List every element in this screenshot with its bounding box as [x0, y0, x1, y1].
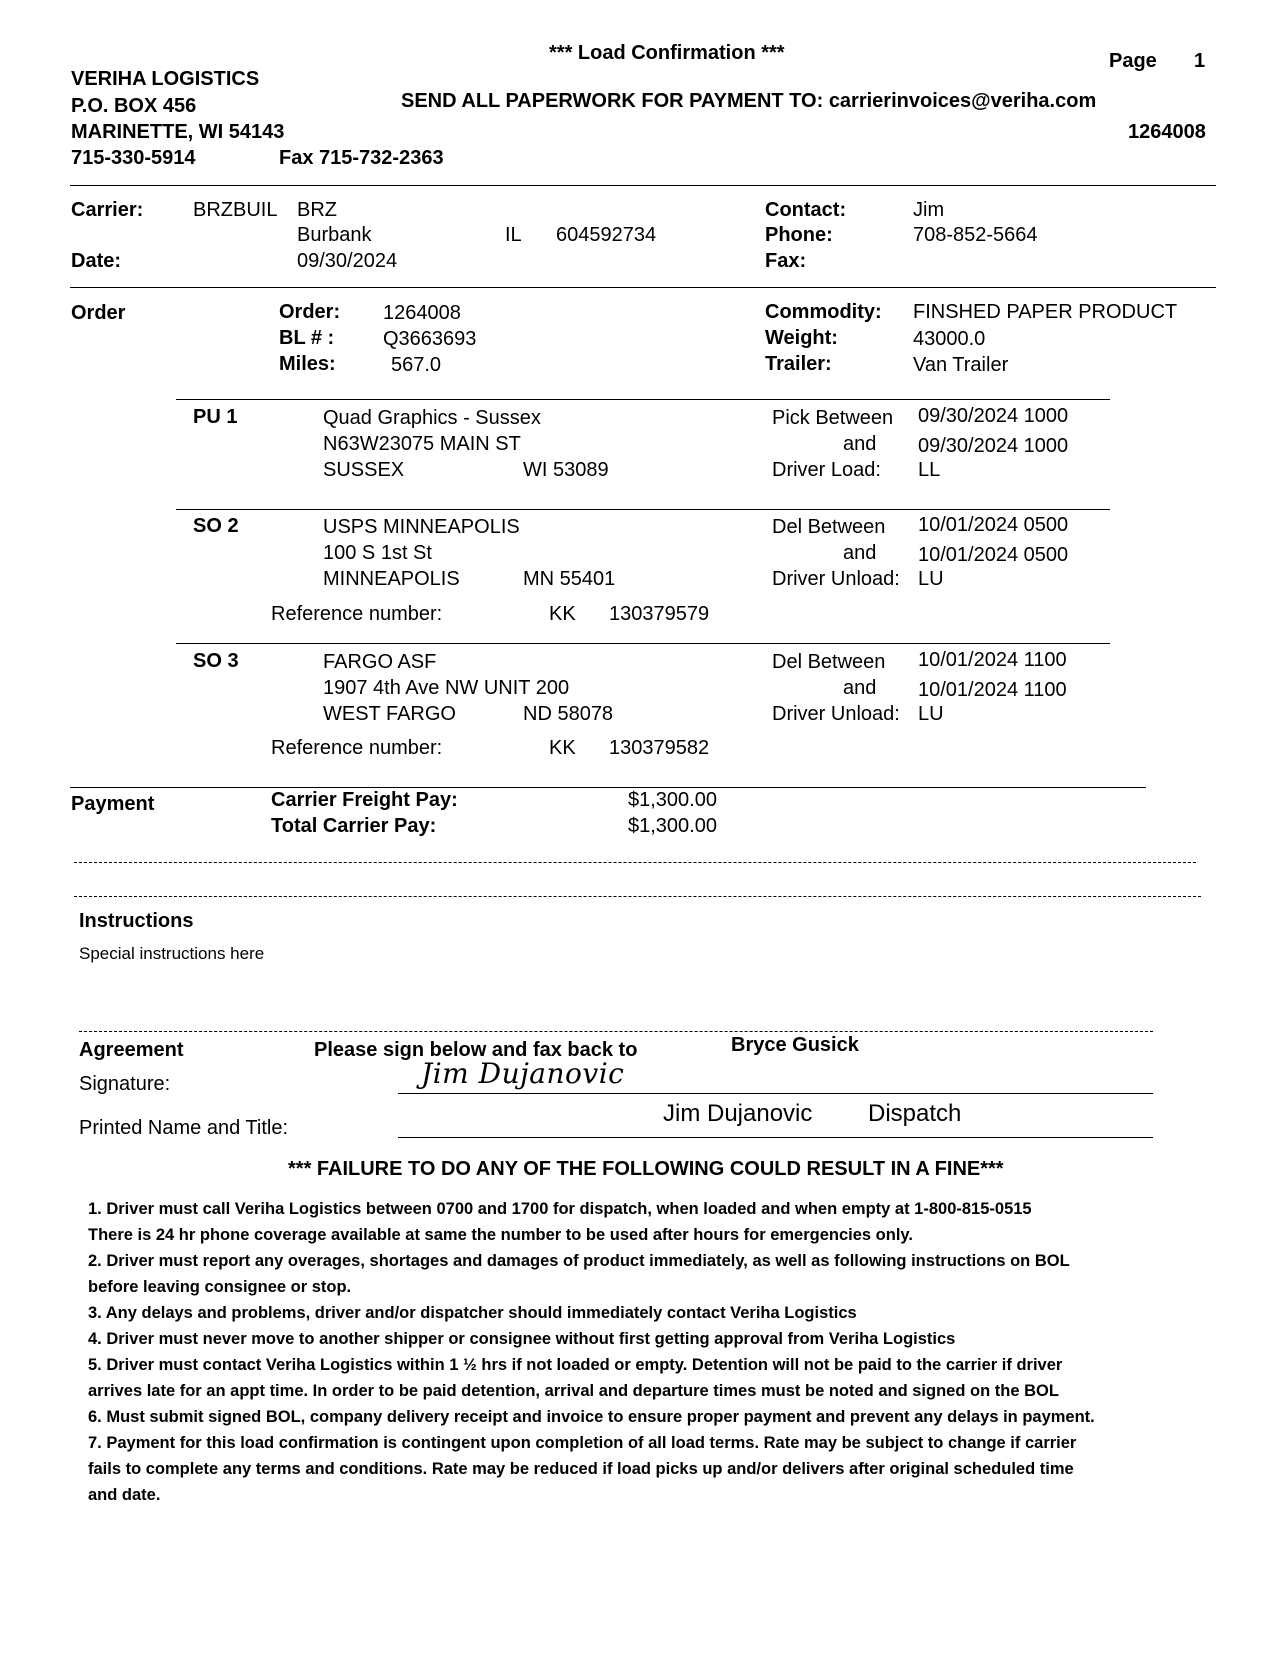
- load-number: 1264008: [1128, 121, 1206, 143]
- rule-line: and date.: [88, 1486, 161, 1504]
- company-fax: Fax 715-732-2363: [279, 147, 444, 169]
- divider: [70, 185, 1216, 186]
- stop-tag: PU 1: [193, 406, 238, 428]
- commodity-value: FINSHED PAPER PRODUCT: [913, 301, 1178, 323]
- sign-prompt: Please sign below and fax back to: [314, 1039, 638, 1061]
- stop-driver-value: LU: [918, 703, 944, 725]
- stop-window-to: 10/01/2024 1100: [918, 679, 1067, 701]
- handwritten-signature: Jim Dujanovic: [421, 1057, 625, 1090]
- stop-between-label: Del Between: [772, 651, 886, 673]
- weight-value: 43000.0: [913, 328, 986, 350]
- printed-name: Jim Dujanovic: [663, 1100, 813, 1127]
- stop-window-to: 10/01/2024 0500: [918, 544, 1069, 566]
- stop-and-label: and: [843, 433, 877, 455]
- rule-line: arrives late for an appt time. In order to be paid detention, arrival and departure times must be noted and signed on the BOL: [88, 1382, 1059, 1400]
- stop-between-label: Pick Between: [772, 407, 894, 429]
- fax-label: Fax:: [765, 250, 807, 272]
- freight-pay-value: $1,300.00: [628, 789, 717, 811]
- phone-label: Phone:: [765, 224, 833, 246]
- stop-driver-label: Driver Unload:: [772, 703, 900, 725]
- rule-line: There is 24 hr phone coverage available at same the number to be used after hours for emergencies only.: [88, 1226, 913, 1244]
- stop-name: Quad Graphics - Sussex: [323, 407, 541, 429]
- carrier-state: IL: [505, 224, 522, 246]
- stop-state-zip: WI 53089: [523, 459, 609, 481]
- document-title: *** Load Confirmation ***: [549, 42, 785, 64]
- stop-between-label: Del Between: [772, 516, 886, 538]
- stop-address: 100 S 1st St: [323, 542, 432, 564]
- instructions-heading: Instructions: [79, 910, 194, 932]
- dashed-divider: [74, 862, 1196, 863]
- dashed-divider: [74, 896, 1201, 897]
- carrier-label: Carrier:: [71, 199, 144, 221]
- reference-label: Reference number:: [271, 603, 443, 625]
- rule-line: 2. Driver must report any overages, shortages and damages of product immediately, as well as following instructions on BOL: [88, 1252, 1070, 1270]
- stop-address: 1907 4th Ave NW UNIT 200: [323, 677, 570, 699]
- reference-label: Reference number:: [271, 737, 443, 759]
- reference-type: KK: [549, 603, 576, 625]
- total-pay-value: $1,300.00: [628, 815, 717, 837]
- stop-tag: SO 2: [193, 515, 239, 537]
- reference-type: KK: [549, 737, 576, 759]
- stop-state-zip: MN 55401: [523, 568, 616, 590]
- stop-city: MINNEAPOLIS: [323, 568, 460, 590]
- phone-value: 708-852-5664: [913, 224, 1038, 246]
- weight-label: Weight:: [765, 327, 838, 349]
- carrier-zip: 604592734: [556, 224, 657, 246]
- carrier-code: BRZBUIL: [193, 199, 278, 221]
- contact-value: Jim: [913, 199, 945, 221]
- stop-driver-value: LU: [918, 568, 944, 590]
- rule-line: 4. Driver must never move to another shipper or consignee without first getting approval from Veriha Logistics: [88, 1330, 956, 1348]
- rule-line: fails to complete any terms and conditions. Rate may be reduced if load picks up and/or delivers after original scheduled time: [88, 1460, 1074, 1478]
- rule-line: 6. Must submit signed BOL, company delivery receipt and invoice to ensure proper payment and prevent any delays in payment.: [88, 1408, 1095, 1426]
- instructions-text: Special instructions here: [79, 944, 265, 963]
- reference-number: 130379579: [609, 603, 710, 625]
- dispatcher-name: Bryce Gusick: [731, 1034, 859, 1056]
- trailer-label: Trailer:: [765, 353, 832, 375]
- driver-rules-list: [88, 1196, 1168, 1508]
- date-value: 09/30/2024: [297, 250, 398, 272]
- printed-name-label: Printed Name and Title:: [79, 1117, 288, 1139]
- miles-value: 567.0: [391, 354, 442, 376]
- carrier-city: Burbank: [297, 224, 372, 246]
- carrier-name: BRZ: [297, 199, 337, 221]
- stop-window-to: 09/30/2024 1000: [918, 435, 1069, 457]
- commodity-label: Commodity:: [765, 301, 882, 323]
- stop-name: USPS MINNEAPOLIS: [323, 516, 520, 538]
- divider: [176, 643, 1110, 644]
- order-section-label: Order: [71, 302, 126, 324]
- reference-number: 130379582: [609, 737, 710, 759]
- stop-city: WEST FARGO: [323, 703, 456, 725]
- rule-line: 3. Any delays and problems, driver and/or dispatcher should immediately contact Veriha Logistics: [88, 1304, 857, 1322]
- fine-warning-heading: *** FAILURE TO DO ANY OF THE FOLLOWING COULD RESULT IN A FINE***: [288, 1158, 1004, 1180]
- company-name: VERIHA LOGISTICS: [71, 68, 260, 90]
- stop-and-label: and: [843, 542, 877, 564]
- stop-window-from: 10/01/2024 1100: [918, 649, 1067, 671]
- stop-driver-value: LL: [918, 459, 941, 481]
- printed-name-line: [398, 1137, 1153, 1138]
- divider: [176, 399, 1110, 400]
- company-phone: 715-330-5914: [71, 147, 196, 169]
- rule-line: before leaving consignee or stop.: [88, 1278, 352, 1296]
- bl-label: BL # :: [279, 327, 335, 349]
- paperwork-email-line: SEND ALL PAPERWORK FOR PAYMENT TO: carrierinvoices@veriha.com: [401, 90, 1097, 112]
- dashed-divider: [79, 1031, 1153, 1032]
- stop-city: SUSSEX: [323, 459, 405, 481]
- freight-pay-label: Carrier Freight Pay:: [271, 789, 458, 811]
- stop-address: N63W23075 MAIN ST: [323, 433, 521, 455]
- contact-label: Contact:: [765, 199, 847, 221]
- stop-and-label: and: [843, 677, 877, 699]
- stop-state-zip: ND 58078: [523, 703, 614, 725]
- agreement-heading: Agreement: [79, 1039, 184, 1061]
- miles-label: Miles:: [279, 353, 336, 375]
- signature-line: [398, 1093, 1153, 1094]
- divider: [176, 509, 1110, 510]
- trailer-value: Van Trailer: [913, 354, 1009, 376]
- total-pay-label: Total Carrier Pay:: [271, 815, 437, 837]
- bl-value: Q3663693: [383, 328, 477, 350]
- printed-title: Dispatch: [868, 1100, 962, 1127]
- stop-driver-label: Driver Unload:: [772, 568, 900, 590]
- page-label: Page: [1109, 50, 1157, 72]
- order-value: 1264008: [383, 302, 461, 324]
- rule-line: 5. Driver must contact Veriha Logistics within 1 ½ hrs if not loaded or empty. Detention will not be paid to the carrier if driver: [88, 1356, 1063, 1374]
- payment-section-label: Payment: [71, 793, 155, 815]
- date-label: Date:: [71, 250, 122, 272]
- company-po-box: P.O. BOX 456: [71, 95, 197, 117]
- rule-line: 7. Payment for this load confirmation is contingent upon completion of all load terms. Rate may be subject to change if carrier: [88, 1434, 1077, 1452]
- stop-tag: SO 3: [193, 650, 239, 672]
- divider: [70, 787, 1146, 788]
- order-label: Order:: [279, 301, 341, 323]
- stop-driver-label: Driver Load:: [772, 459, 881, 481]
- company-city: MARINETTE, WI 54143: [71, 121, 285, 143]
- stop-window-from: 09/30/2024 1000: [918, 405, 1069, 427]
- signature-label: Signature:: [79, 1073, 171, 1095]
- stop-window-from: 10/01/2024 0500: [918, 514, 1069, 536]
- stop-name: FARGO ASF: [323, 651, 437, 673]
- page-number: 1: [1194, 50, 1206, 72]
- divider: [70, 287, 1216, 288]
- rule-line: 1. Driver must call Veriha Logistics between 0700 and 1700 for dispatch, when loaded and when empty at 1-800-815-0515: [88, 1200, 1032, 1218]
